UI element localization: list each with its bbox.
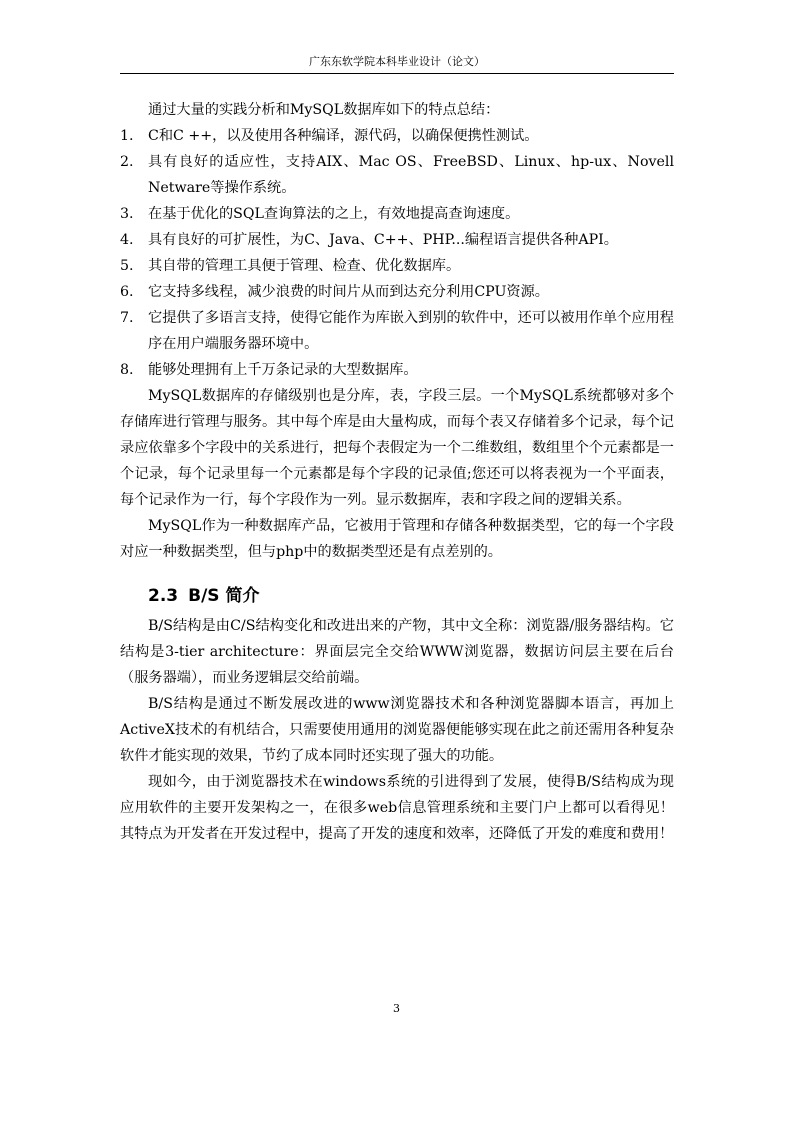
list-item: [120, 279, 674, 305]
list-item-text: 具有良好的可扩展性，为C、Java、C++、PHP...编程语言提供各种API。: [148, 232, 618, 248]
list-item: [120, 149, 674, 201]
header-rule: [120, 73, 674, 74]
list-item-number: 8.: [120, 362, 134, 378]
list-item-number: 7.: [120, 310, 134, 326]
list-item-text: 具有良好的适应性，支持AIX、Mac OS、FreeBSD、Linux、hp-ux、Novell Netware等操作系统。: [148, 154, 674, 196]
list-item-number: 3.: [120, 206, 134, 222]
list-item: [120, 123, 674, 149]
list-item-text: 它提供了多语言支持，使得它能作为库嵌入到别的软件中，还可以被用作单个应用程序在用户端服务器环境中。: [148, 310, 674, 352]
bs-technology-paragraph: B/S结构是通过不断发展改进的www浏览器技术和各种浏览器脚本语言，再加上ActiveX技术的有机结合，只需要使用通用的浏览器便能够实现在此之前还需用各种复杂软件才能实现的效果，节约了成本同时还实现了强大的功能。: [120, 696, 674, 764]
list-item: [120, 201, 674, 227]
list-item-text: 在基于优化的SQL查询算法的之上，有效地提高查询速度。: [148, 206, 520, 222]
feature-list: [120, 123, 674, 383]
section-title: B/S 简介: [188, 586, 260, 606]
section-number: 2.3: [148, 586, 179, 606]
list-item-number: 6.: [120, 284, 134, 300]
bs-definition-paragraph: B/S结构是由C/S结构变化和改进出来的产物，其中文全称：浏览器/服务器结构。它结构是3-tier architecture：界面层完全交给WWW浏览器，数据访问层主要在后台（服务器端），而业务逻辑层交给前端。: [120, 618, 674, 686]
list-item-number: 2.: [120, 154, 134, 170]
page-content: [120, 97, 674, 847]
list-item-number: 5.: [120, 258, 134, 274]
mysql-storage-paragraph: MySQL数据库的存储级别也是分库，表，字段三层。一个MySQL系统都够对多个存储库进行管理与服务。其中每个库是由大量构成，而每个表又存储着多个记录，每个记录应依靠多个字段中的关系进行，把每个表假定为一个二维数组，数组里个个元素都是一个记录，每个记录里每一个元素都是每个字段的记录值;您还可以将表视为一个平面表，每个记录作为一行，每个字段作为一列。显示数据库，表和字段之间的逻辑关系。: [120, 388, 674, 508]
list-item: [120, 227, 674, 253]
mysql-datatype-paragraph: MySQL作为一种数据库产品，它被用于管理和存储各种数据类型，它的每一个字段对应一种数据类型，但与php中的数据类型还是有点差别的。: [120, 518, 674, 560]
bs-development-paragraph: 现如今，由于浏览器技术在windows系统的引进得到了发展，使得B/S结构成为现应用软件的主要开发架构之一，在很多web信息管理系统和主要门户上都可以看得见！其特点为开发者在开发过程中，提高了开发的速度和效率，还降低了开发的难度和费用！: [120, 774, 674, 842]
page-header: 广东东软学院本科毕业设计（论文）: [309, 55, 485, 68]
list-item-text: 它支持多线程，减少浪费的时间片从而到达充分利用CPU资源。: [148, 284, 549, 300]
list-item: [120, 253, 674, 279]
list-item-text: 其自带的管理工具便于管理、检查、优化数据库。: [148, 258, 461, 274]
list-item-text: 能够处理拥有上千万条记录的大型数据库。: [148, 362, 418, 378]
section-heading: [148, 579, 674, 613]
intro-paragraph: 通过大量的实践分析和MySQL数据库如下的特点总结：: [148, 102, 500, 118]
list-item-text: C和C ++，以及使用各种编译，源代码，以确保便携性测试。: [148, 128, 539, 144]
list-item: [120, 305, 674, 357]
page-number: 3: [393, 1002, 400, 1015]
list-item: [120, 357, 674, 383]
list-item-number: 1.: [120, 128, 134, 144]
list-item-number: 4.: [120, 232, 134, 248]
